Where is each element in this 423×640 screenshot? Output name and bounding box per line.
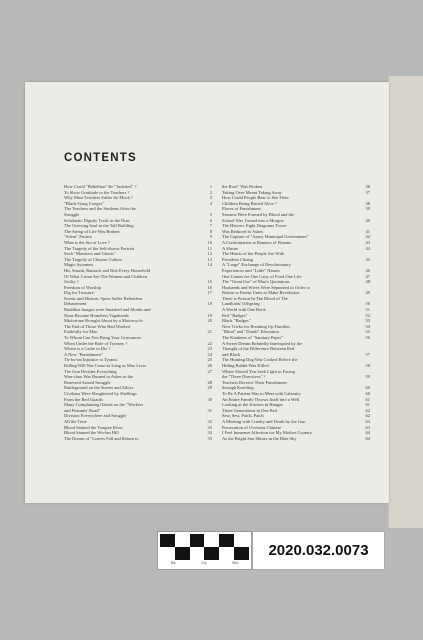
toc-entry-page: 50 bbox=[365, 301, 370, 307]
toc-entry-title: Misfortune Brought About by a Motorcycle bbox=[64, 318, 143, 324]
toc-entry-title: The Capture of "Amoy Municipal Government" bbox=[222, 234, 309, 240]
calibration-label: Wht bbox=[232, 561, 239, 565]
toc-entry-page: 56 bbox=[365, 335, 370, 341]
toc-entry-title: The Hunting Dog Was Cooked Before the Hiding Rabbit Was Killed bbox=[222, 357, 298, 368]
toc-entry-title: The Tragedy of the Self-drawn Portrait bbox=[64, 245, 135, 251]
toc-entry-title: Sew, Sew, Patch, Patch bbox=[222, 413, 264, 419]
toc-entry-page: 24 bbox=[207, 351, 212, 357]
toc-entry bbox=[64, 436, 212, 442]
toc-entry bbox=[222, 285, 370, 296]
toc-entry-title: Buddhist Images were Smashed and Monks and Nuns Became Homeless Vagabonds bbox=[64, 307, 151, 318]
toc-entry-page: 42 bbox=[365, 234, 370, 240]
toc-entry-page: 58 bbox=[365, 363, 370, 368]
checkerboard-pattern bbox=[160, 534, 249, 560]
toc-entry bbox=[222, 212, 370, 223]
toc-entry-title: The Kindness of "Sanitary Paper" bbox=[222, 335, 283, 341]
toc-entry bbox=[64, 268, 212, 285]
toc-entry bbox=[64, 206, 212, 217]
toc-entry-page: 8 bbox=[209, 228, 212, 234]
toc-entry-page: 19 bbox=[207, 312, 212, 318]
toc-entry-page: 33 bbox=[207, 424, 212, 430]
toc-entry bbox=[64, 335, 212, 346]
toc-entry-title: To Be A Patient Was to Meet with Calamity bbox=[222, 390, 301, 396]
toc-entry-page: 61 bbox=[365, 402, 370, 408]
toc-entry-title: The Teachers and the Students After the Struggle bbox=[64, 206, 136, 217]
toc-entry-page: 49 bbox=[365, 290, 370, 296]
toc-entry-title: Magic Sytonnes bbox=[64, 262, 94, 268]
toc-entry-page: 34 bbox=[207, 430, 212, 436]
toc-entry-page: 15 bbox=[207, 279, 212, 285]
toc-entry-title: Teachers Receive Their Punishment through Kneeling bbox=[222, 379, 287, 391]
toc-entry-page: 63 bbox=[365, 424, 370, 430]
toc-entry-page: 64 bbox=[365, 435, 370, 441]
contents-column-right bbox=[222, 184, 370, 441]
calibration-labels bbox=[158, 561, 251, 565]
toc-entry-title: A World with One Book bbox=[222, 307, 266, 313]
toc-entry-title: Such "Monsters and Ghosts" bbox=[64, 251, 116, 257]
toc-entry-page: 62 bbox=[365, 413, 370, 419]
toc-entry-title: Wan-chou Was Burned to Ashes in the Renewed Armed Struggle bbox=[64, 374, 134, 385]
toc-entry-title: A Sweet Dream Belatedly Interrupted by the Thought of the Difference Between Red and Black bbox=[222, 340, 303, 357]
toc-entry-title: A Shrine bbox=[222, 245, 238, 251]
toc-entry-title: The Tragedy of Chinese Culture bbox=[64, 256, 122, 262]
toc-entry-page: 53 bbox=[365, 318, 370, 324]
calibration-label: Gry bbox=[200, 561, 207, 565]
toc-entry bbox=[64, 391, 212, 402]
toc-entry-page: 2 bbox=[209, 189, 212, 195]
toc-entry-title: To Show Gratitude to the Teachers ? bbox=[64, 189, 130, 195]
toc-entry bbox=[64, 374, 212, 385]
toc-entry-page: 64 bbox=[365, 430, 370, 436]
toc-entry-page: 29 bbox=[207, 385, 212, 391]
toc-entry-title: Killing Will Not Cease as Long as Mao Lives bbox=[64, 363, 147, 368]
toc-entry-page: 48 bbox=[365, 279, 370, 285]
toc-entry-page: 55 bbox=[365, 329, 370, 335]
toc-entry-page: 25 bbox=[207, 357, 212, 363]
toc-entry-title: To Whom Can You Bring Your Grievances When Under the Rule of Tyranny ? bbox=[64, 335, 142, 346]
toc-entry-page: 23 bbox=[207, 346, 212, 352]
toc-entry-title: A "Large" Exchange of Revolutionary Experiences and "Little" Names bbox=[222, 262, 291, 273]
toc-entry bbox=[64, 413, 212, 424]
toc-entry-title: Scholastic Dignity Trails in the Dust bbox=[64, 217, 130, 223]
toc-entry-title: A Meeting with Cruelty and Death by the Gun bbox=[222, 418, 306, 424]
toc-entry-page: 36 bbox=[365, 184, 370, 189]
toc-entry-page: 1 bbox=[209, 184, 212, 189]
toc-entry-page: 57 bbox=[365, 351, 370, 357]
toc-entry-title: the Root" Was Broken bbox=[222, 184, 263, 189]
toc-entry-page: 5 bbox=[209, 211, 212, 217]
toc-entry-page: 20 bbox=[207, 318, 212, 324]
toc-entry-page: 14 bbox=[207, 262, 212, 268]
toc-entry-title: I Feel Immense Affection for My Mother Country bbox=[222, 430, 313, 436]
toc-entry-page: 3 bbox=[209, 195, 212, 201]
toc-entry-title: A Confrontation at Banners of Ebuano bbox=[222, 239, 292, 245]
toc-entry-title: "Black-Gang Cooges" bbox=[64, 200, 105, 206]
toc-entry-page: 52 bbox=[365, 312, 370, 318]
toc-entry-page: 4 bbox=[209, 200, 212, 206]
toc-entry-title: Looking at the Kitchen in Hunger bbox=[222, 402, 283, 408]
toc-entry-page: 38 bbox=[365, 200, 370, 206]
toc-entry-page: 37 bbox=[365, 189, 370, 195]
toc-entry-title: The Hearts of the People Are With President Chiang bbox=[222, 251, 285, 262]
toc-entry-title: The Gun Decides Everything bbox=[64, 368, 117, 374]
toc-entry-page: 31 bbox=[207, 407, 212, 413]
toc-entry-page: 30 bbox=[207, 396, 212, 402]
toc-entry-title: What is the Sin of Love ? bbox=[64, 239, 110, 245]
toc-entry-page: 60 bbox=[365, 390, 370, 396]
toc-entry-title: The End of Those Who Had Worked Faithfully for Mao bbox=[64, 323, 130, 335]
toc-entry-title: A New "Punishment" bbox=[64, 351, 103, 357]
toc-entry-page: 32 bbox=[207, 418, 212, 424]
toc-entry-title: Blood Stained the Wu-lan Hill bbox=[64, 430, 119, 436]
toc-entry-page: 21 bbox=[207, 329, 212, 335]
toc-entry-page: 61 bbox=[365, 396, 370, 402]
toc-entry-page: 51 bbox=[365, 307, 370, 313]
catalog-number-label: 2020.032.0073 bbox=[252, 531, 385, 570]
toc-entry-title: "Silent" Protest bbox=[64, 234, 92, 240]
toc-entry-page: 63 bbox=[365, 418, 370, 424]
toc-entry-title: Three Generations in One Bed bbox=[222, 407, 277, 413]
toc-entry-page: 22 bbox=[207, 340, 212, 346]
toc-entry-page: 35 bbox=[207, 435, 212, 441]
toc-entry-title: The "Great Use" of Mao's Quotations bbox=[222, 279, 290, 285]
page-title: CONTENTS bbox=[64, 152, 137, 164]
toc-entry-page: 13 bbox=[207, 256, 212, 262]
toc-entry-page: 12 bbox=[207, 251, 212, 257]
toc-entry-title: Where is a Cadre to Die ? bbox=[64, 346, 111, 352]
toc-entry bbox=[64, 307, 212, 318]
toc-entry bbox=[222, 296, 370, 307]
toc-entry bbox=[64, 402, 212, 413]
toc-entry-page: 45 bbox=[365, 256, 370, 262]
toc-entry-title: New Tricks for Breaking Up Families bbox=[222, 323, 291, 329]
adjacent-page-edge bbox=[388, 76, 423, 528]
toc-entry-page: 41 bbox=[365, 228, 370, 234]
toc-entry-title: Hit, Smash, Ransack and Rob Every Household Of What Crime Are The Women and Children Guilty ? bbox=[64, 267, 151, 285]
toc-entry-title: How Could "Rebellion" Be "Justified" ? bbox=[64, 184, 137, 189]
contents-column-left bbox=[64, 184, 212, 441]
toc-entry-title: The Dream of "Leaves Fall and Return to bbox=[64, 435, 139, 441]
toc-entry-page: 17 bbox=[207, 290, 212, 296]
toc-entry-title: Persecution of Overseas Chinese bbox=[222, 424, 282, 430]
toc-entry-title: Scenic and Historic Spots Suffer Relentless Debasement bbox=[64, 295, 143, 307]
toc-entry-title: Division Everywhere and Struggle All the Time bbox=[64, 413, 127, 424]
toc-entry-page: 18 bbox=[207, 301, 212, 307]
toc-entry-title: Black "Badges" bbox=[222, 318, 251, 324]
toc-entry-title: Taking Over Meant Taking Away bbox=[222, 189, 282, 195]
toc-entry-title: Dig for Treasure bbox=[64, 290, 94, 296]
toc-entry-page: 27 bbox=[207, 368, 212, 374]
toc-entry-title: An Entire Family Throws Itself into a Well bbox=[222, 396, 300, 402]
toc-entry bbox=[222, 380, 370, 391]
toc-entry bbox=[222, 436, 370, 442]
color-calibration-card bbox=[157, 531, 252, 570]
toc-entry-title: Why Must Teachers Suffer So Much ? bbox=[64, 195, 134, 201]
toc-entry-title: The Historic Eight Diagrams Tower Was Reduced to Ashes bbox=[222, 223, 287, 234]
toc-entry-title: There is Poison In The Blood of The Landlords' Offspring bbox=[222, 295, 288, 307]
toc-entry-title: One Comes for One Catty of Food One Life bbox=[222, 273, 302, 279]
toc-entry-page: 28 bbox=[207, 379, 212, 385]
toc-entry-title: Many Complaining Ghosts on the "Workers and Peasants' Road" bbox=[64, 402, 144, 413]
toc-entry bbox=[222, 341, 370, 358]
toc-entry bbox=[222, 262, 370, 273]
toc-entry-page: 43 bbox=[365, 239, 370, 245]
toc-entry-title: The String of Life Was Broken bbox=[64, 228, 120, 234]
toc-entry bbox=[222, 195, 370, 206]
toc-entry bbox=[64, 324, 212, 335]
toc-entry-title: As the Bright Sun Shines in the Blue Sky bbox=[222, 435, 297, 441]
toc-entry-page: 9 bbox=[209, 234, 212, 240]
toc-entry-title: Red "Badges" bbox=[222, 312, 248, 318]
toc-entry-title: Tit-for-tat Injustice to Tyrants bbox=[64, 357, 118, 363]
toc-entry-page: 46 bbox=[365, 267, 370, 273]
toc-entry-title: Streams Were Formed by Blood and the School Was Turned into a Morgue bbox=[222, 211, 295, 223]
toc-entry bbox=[222, 251, 370, 262]
toc-entry-title: The Grieving Soul in the Tall Building bbox=[64, 223, 134, 229]
toc-entry bbox=[222, 369, 370, 380]
toc-entry-title: Blood Stained the Yangtze River bbox=[64, 424, 123, 430]
toc-entry-title: "Blind" and "Dumb" Education bbox=[222, 329, 279, 335]
toc-entry-title: Battleground on the Streets and Alleys bbox=[64, 385, 134, 391]
toc-entry-page: 40 bbox=[365, 217, 370, 223]
toc-entry-page: 10 bbox=[207, 239, 212, 245]
toc-entry-page: 62 bbox=[365, 407, 370, 413]
toc-entry-page: 47 bbox=[365, 273, 370, 279]
toc-entry-page: 39 bbox=[365, 206, 370, 212]
toc-entry bbox=[64, 296, 212, 307]
toc-entry-page: 11 bbox=[207, 245, 212, 251]
toc-entry-page: 60 bbox=[365, 385, 370, 391]
toc-entry-title: Freedom of Worship bbox=[64, 284, 102, 290]
toc-entry-page: 54 bbox=[365, 323, 370, 329]
calibration-label: Blk bbox=[170, 561, 176, 565]
toc-entry-page: 44 bbox=[365, 245, 370, 251]
toc-entry bbox=[222, 223, 370, 234]
toc-entry-page: 7 bbox=[209, 223, 212, 229]
toc-entry-title: How Could People Bear to See Their Children Being Buried Alive ? bbox=[222, 195, 289, 206]
toc-entry-title: Places of Punishment bbox=[222, 206, 261, 212]
toc-entry-page: 16 bbox=[207, 284, 212, 290]
toc-entry-page: 6 bbox=[209, 217, 212, 223]
toc-entry-title: Husbands and Wives Were Separated in Order to Return to Parent Units to Make Revolution bbox=[222, 284, 310, 296]
toc-entry-title: Where Should You Seek Light to Facing the "Three Directives" ? bbox=[222, 368, 295, 380]
toc-entry-page: 26 bbox=[207, 363, 212, 368]
toc-entry bbox=[222, 357, 370, 368]
toc-entry-page: 59 bbox=[365, 374, 370, 380]
toc-entry-title: Civilians Were Slaughtered by Shellings From the Red Guards bbox=[64, 390, 137, 402]
